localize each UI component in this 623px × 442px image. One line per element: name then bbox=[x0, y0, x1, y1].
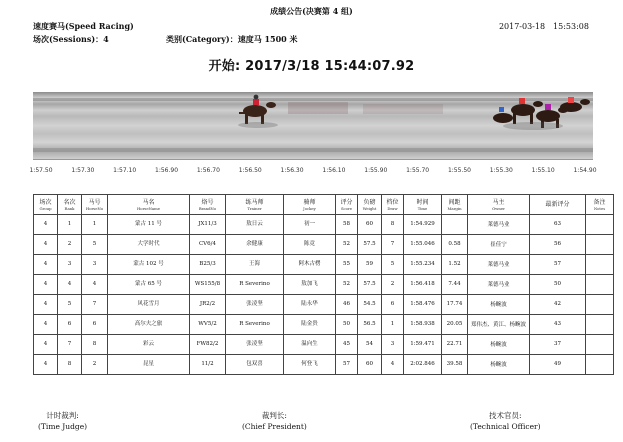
column-header-zh: 马名 bbox=[142, 198, 155, 206]
column-header bbox=[58, 195, 82, 215]
table-cell: 昆星 bbox=[108, 355, 190, 375]
table-row bbox=[34, 215, 614, 235]
table-cell bbox=[442, 215, 468, 235]
time-tick-label: 1:57.50 bbox=[29, 167, 53, 174]
table-cell: 蒙古 65 号 bbox=[108, 275, 190, 295]
table-cell: 57.5 bbox=[358, 275, 382, 295]
table-cell: 11/2 bbox=[190, 355, 226, 375]
technical-officer-label-en: (Technical Officer) bbox=[470, 422, 541, 431]
table-cell bbox=[586, 335, 614, 355]
table-cell: 郑伟杰、黄江、杨畹波 bbox=[468, 315, 530, 335]
table-cell: 4 bbox=[58, 275, 82, 295]
table-cell: 60 bbox=[358, 215, 382, 235]
table-cell: 5 bbox=[82, 235, 108, 255]
table-cell: 57.5 bbox=[358, 235, 382, 255]
column-header bbox=[586, 195, 614, 215]
time-axis bbox=[29, 159, 597, 180]
column-header bbox=[190, 195, 226, 215]
column-header-en: Rank bbox=[64, 205, 75, 211]
table-row bbox=[34, 355, 614, 375]
time-tick-label: 1:54.90 bbox=[573, 167, 597, 174]
table-cell: 43 bbox=[530, 315, 586, 335]
table-cell: WS155/8 bbox=[190, 275, 226, 295]
table-cell: 7 bbox=[82, 295, 108, 315]
table-cell: 风花雪月 bbox=[108, 295, 190, 315]
table-cell: 4 bbox=[34, 295, 58, 315]
table-cell: 2 bbox=[382, 275, 404, 295]
table-cell: 20.05 bbox=[442, 315, 468, 335]
start-time: 开始: 2017/3/18 15:44:07.92 bbox=[208, 59, 415, 74]
column-header-zh: 时间 bbox=[416, 198, 429, 206]
table-cell: 7 bbox=[58, 335, 82, 355]
photo-finish-horses bbox=[33, 92, 593, 159]
technical-officer-signature bbox=[470, 410, 541, 432]
column-header bbox=[284, 195, 336, 215]
table-cell: 1 bbox=[382, 315, 404, 335]
table-cell: 阿木古楞 bbox=[284, 255, 336, 275]
table-cell: 蒙古 102 号 bbox=[108, 255, 190, 275]
table-cell: 杨畹波 bbox=[468, 335, 530, 355]
time-judge-signature bbox=[38, 410, 87, 432]
table-cell: 3 bbox=[82, 255, 108, 275]
table-row bbox=[34, 255, 614, 275]
session-number: 场次(Sessions)：4 bbox=[33, 34, 109, 44]
table-cell: 杨畹波 bbox=[468, 295, 530, 315]
table-row bbox=[34, 315, 614, 335]
table-cell: 4 bbox=[34, 335, 58, 355]
time-judge-label-en: (Time Judge) bbox=[38, 422, 88, 431]
table-cell: 3 bbox=[382, 335, 404, 355]
column-header-zh: 档位 bbox=[386, 198, 399, 206]
column-header bbox=[358, 195, 382, 215]
table-cell: 高尔夫之旅 bbox=[108, 315, 190, 335]
table-cell: R Severino bbox=[226, 275, 284, 295]
column-header-zh: 马号 bbox=[88, 198, 101, 206]
table-cell: 52 bbox=[336, 235, 358, 255]
time-tick-label: 1:55.70 bbox=[406, 167, 430, 174]
table-cell: 6 bbox=[382, 295, 404, 315]
table-cell: 6 bbox=[58, 315, 82, 335]
time-tick-label: 1:56.50 bbox=[238, 167, 262, 174]
table-cell: 63 bbox=[530, 215, 586, 235]
time-tick-label: 1:55.30 bbox=[489, 167, 513, 174]
column-header-en: Draw bbox=[387, 205, 398, 211]
table-cell: JX11/3 bbox=[190, 215, 226, 235]
column-header bbox=[468, 195, 530, 215]
table-cell: 1:55.234 bbox=[404, 255, 442, 275]
column-header-en: Weight bbox=[362, 205, 377, 211]
table-header-row bbox=[34, 195, 614, 215]
table-cell: CV6/4 bbox=[190, 235, 226, 255]
table-cell: 39.58 bbox=[442, 355, 468, 375]
photo-finish-image bbox=[33, 92, 593, 159]
table-cell: 陈竟 bbox=[284, 235, 336, 255]
table-cell: 蒙古 11 号 bbox=[108, 215, 190, 235]
table-cell: 4 bbox=[34, 275, 58, 295]
column-header-en: Time bbox=[417, 205, 428, 211]
technical-officer-label: 技术官员: bbox=[489, 411, 522, 420]
table-cell: 陆永华 bbox=[284, 295, 336, 315]
table-cell bbox=[586, 275, 614, 295]
column-header-en: Group bbox=[39, 205, 52, 211]
table-cell bbox=[586, 235, 614, 255]
column-header-en: Trainer bbox=[247, 205, 262, 211]
column-header-zh: 间距 bbox=[448, 198, 461, 206]
jockey-silhouette bbox=[253, 95, 259, 105]
column-header bbox=[108, 195, 190, 215]
table-row bbox=[34, 235, 614, 255]
column-header bbox=[82, 195, 108, 215]
column-header bbox=[382, 195, 404, 215]
time-tick-label: 1:56.10 bbox=[322, 167, 346, 174]
table-cell: 54 bbox=[358, 335, 382, 355]
table-cell: 57 bbox=[530, 255, 586, 275]
table-cell: 大学时代 bbox=[108, 235, 190, 255]
time-tick-label: 1:57.10 bbox=[113, 167, 137, 174]
time-tick-label: 1:56.90 bbox=[155, 167, 179, 174]
table-cell: 何登飞 bbox=[284, 355, 336, 375]
table-cell: 7 bbox=[382, 235, 404, 255]
table-cell: 3 bbox=[58, 255, 82, 275]
column-header bbox=[34, 195, 58, 215]
table-cell: 1:55.046 bbox=[404, 235, 442, 255]
column-header-en: Margin bbox=[447, 205, 462, 211]
column-header-zh: 名次 bbox=[63, 198, 76, 206]
table-cell: 57 bbox=[336, 355, 358, 375]
column-header-en: Notes bbox=[593, 205, 606, 211]
table-cell: 杨畹波 bbox=[468, 355, 530, 375]
column-header-en: Score bbox=[340, 205, 353, 211]
table-cell: 58 bbox=[336, 215, 358, 235]
table-cell: 5 bbox=[382, 255, 404, 275]
table-cell: 42 bbox=[530, 295, 586, 315]
table-cell: 张凌坚 bbox=[226, 335, 284, 355]
table-cell: 2:02.846 bbox=[404, 355, 442, 375]
table-cell: 7.44 bbox=[442, 275, 468, 295]
table-cell: 4 bbox=[382, 355, 404, 375]
column-header-en: HorseNo bbox=[85, 205, 104, 211]
time-tick-label: 1:55.10 bbox=[531, 167, 555, 174]
table-cell: 1:56.418 bbox=[404, 275, 442, 295]
time-tick-label: 1:55.90 bbox=[364, 167, 388, 174]
table-cell bbox=[586, 255, 614, 275]
page-title: 成绩公告(决赛第 4 组) bbox=[270, 6, 353, 16]
table-cell: 37 bbox=[530, 335, 586, 355]
column-header-en: Owner bbox=[492, 205, 505, 211]
table-cell: 彩云 bbox=[108, 335, 190, 355]
table-cell: 4 bbox=[34, 255, 58, 275]
table-cell: 初一 bbox=[284, 215, 336, 235]
table-cell: 1:58.476 bbox=[404, 295, 442, 315]
table-cell: 1:58.938 bbox=[404, 315, 442, 335]
column-header-en: BrandNo bbox=[198, 205, 217, 211]
table-cell: 8 bbox=[58, 355, 82, 375]
table-cell: 6 bbox=[82, 315, 108, 335]
table-cell: 敖日云 bbox=[226, 215, 284, 235]
table-cell: WV5/2 bbox=[190, 315, 226, 335]
table-cell: 8 bbox=[382, 215, 404, 235]
table-cell: 1 bbox=[58, 215, 82, 235]
table-cell: 46 bbox=[336, 295, 358, 315]
table-cell: 56.5 bbox=[358, 315, 382, 335]
table-body bbox=[34, 215, 614, 375]
column-header bbox=[336, 195, 358, 215]
table-cell: 2 bbox=[58, 235, 82, 255]
table-cell: 5 bbox=[58, 295, 82, 315]
race-type: 速度赛马(Speed Racing) bbox=[33, 21, 134, 31]
time-tick-label: 1:55.50 bbox=[447, 167, 471, 174]
table-cell: 莱德马业 bbox=[468, 215, 530, 235]
table-cell: 1:59.471 bbox=[404, 335, 442, 355]
table-cell: 52 bbox=[336, 275, 358, 295]
time-tick-label: 1:57.30 bbox=[71, 167, 95, 174]
table-cell: 4 bbox=[82, 275, 108, 295]
table-cell bbox=[586, 355, 614, 375]
table-cell: 59 bbox=[358, 255, 382, 275]
table-cell: 50 bbox=[530, 275, 586, 295]
column-header-en: Jockey bbox=[303, 205, 316, 211]
table-cell: 4 bbox=[34, 235, 58, 255]
table-cell: 1 bbox=[82, 215, 108, 235]
table-cell: 莱德马业 bbox=[468, 275, 530, 295]
table-cell: 60 bbox=[358, 355, 382, 375]
column-header-en: HorseName bbox=[136, 205, 161, 211]
race-category: 类别(Category)：速度马 1500 米 bbox=[166, 34, 298, 44]
table-cell: JR2/2 bbox=[190, 295, 226, 315]
table-cell: FW82/2 bbox=[190, 335, 226, 355]
table-cell: 1.52 bbox=[442, 255, 468, 275]
results-table bbox=[33, 194, 614, 375]
time-tick-label: 1:56.30 bbox=[280, 167, 304, 174]
column-header-zh: 最新评分 bbox=[545, 201, 570, 208]
table-cell: 54.5 bbox=[358, 295, 382, 315]
column-header-zh: 骑师 bbox=[303, 198, 316, 206]
column-header bbox=[226, 195, 284, 215]
table-cell: R Severino bbox=[226, 315, 284, 335]
table-cell: 49 bbox=[530, 355, 586, 375]
table-cell: 4 bbox=[34, 315, 58, 335]
table-cell: 包双喜 bbox=[226, 355, 284, 375]
column-header-zh: 备注 bbox=[593, 198, 606, 206]
column-header-zh: 练马师 bbox=[245, 198, 264, 206]
column-header bbox=[404, 195, 442, 215]
table-cell bbox=[586, 315, 614, 335]
column-header-zh: 马主 bbox=[492, 198, 505, 206]
table-cell: 敖加飞 bbox=[284, 275, 336, 295]
table-cell: 8 bbox=[82, 335, 108, 355]
column-header-zh: 负磅 bbox=[363, 198, 376, 206]
table-cell: 0.58 bbox=[442, 235, 468, 255]
table-cell: 4 bbox=[34, 215, 58, 235]
column-header bbox=[530, 195, 586, 215]
table-cell: 崔佳宁 bbox=[468, 235, 530, 255]
column-header-zh: 评分 bbox=[340, 198, 353, 206]
table-row bbox=[34, 335, 614, 355]
chief-president-label: 裁判长: bbox=[261, 411, 287, 420]
table-cell: 56 bbox=[530, 235, 586, 255]
table-cell: 王海 bbox=[226, 255, 284, 275]
column-header-zh: 场次 bbox=[39, 198, 52, 206]
column-header bbox=[442, 195, 468, 215]
table-cell: 余健康 bbox=[226, 235, 284, 255]
table-cell: 4 bbox=[34, 355, 58, 375]
table-cell bbox=[586, 215, 614, 235]
table-cell: 50 bbox=[336, 315, 358, 335]
table-cell: 1:54.929 bbox=[404, 215, 442, 235]
chief-president-label-en: (Chief President) bbox=[242, 422, 307, 431]
table-cell: 张凌坚 bbox=[226, 295, 284, 315]
chief-president-signature bbox=[242, 410, 307, 432]
table-cell: 莱德马业 bbox=[468, 255, 530, 275]
report-datetime: 2017-03-18 15:53:08 bbox=[498, 22, 589, 31]
table-row bbox=[34, 295, 614, 315]
table-row bbox=[34, 275, 614, 295]
time-judge-label: 计时裁判: bbox=[46, 411, 79, 420]
table-cell: 陆金贵 bbox=[284, 315, 336, 335]
table-cell: 2 bbox=[82, 355, 108, 375]
horse-silhouette bbox=[239, 102, 276, 124]
table-cell: B25/3 bbox=[190, 255, 226, 275]
table-cell: 22.71 bbox=[442, 335, 468, 355]
table-cell bbox=[586, 295, 614, 315]
table-cell: 55 bbox=[336, 255, 358, 275]
column-header-zh: 烙号 bbox=[201, 198, 214, 206]
time-tick-label: 1:56.70 bbox=[196, 167, 220, 174]
table-cell: 17.74 bbox=[442, 295, 468, 315]
table-cell: 45 bbox=[336, 335, 358, 355]
table-cell: 温向生 bbox=[284, 335, 336, 355]
